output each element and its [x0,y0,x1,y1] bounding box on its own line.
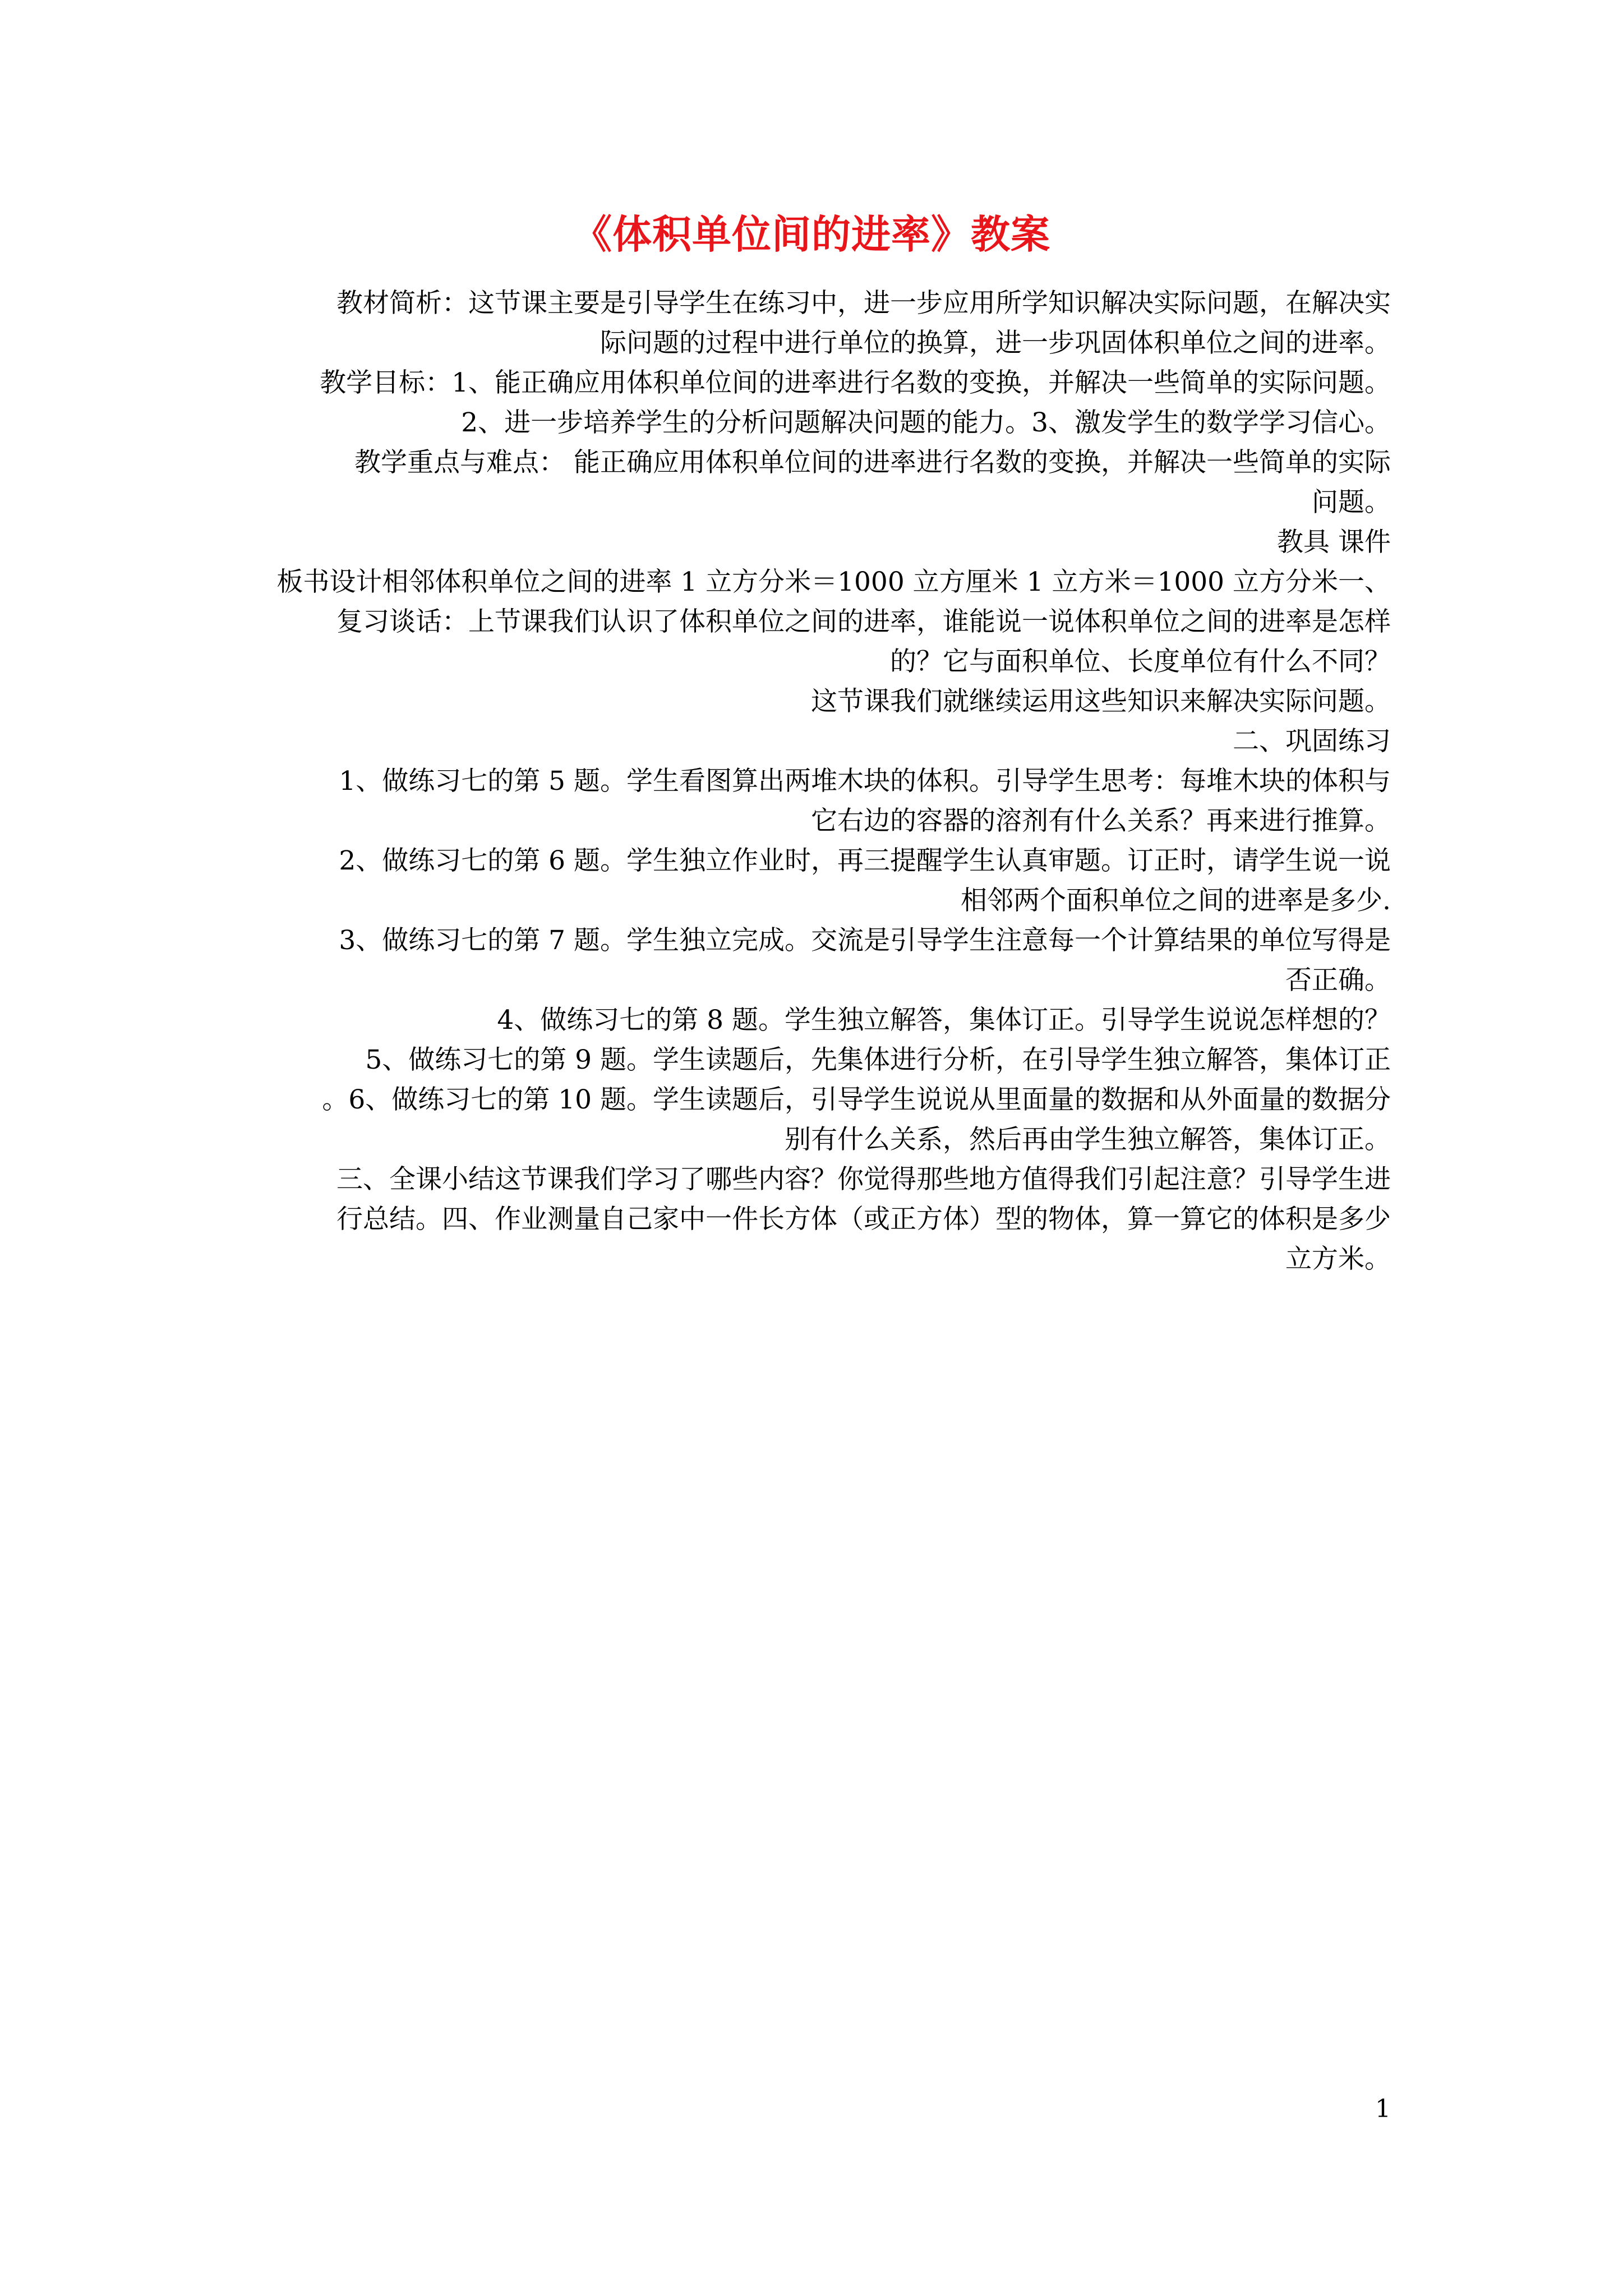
text-line: 三、全课小结这节课我们学习了哪些内容？你觉得那些地方值得我们引起注意？引导学生进 [336,1164,1391,1195]
text-line: 2、进一步培养学生的分析问题解决问题的能力。3、激发学生的数学学习信心。 [461,407,1391,438]
text-line: 否正确。 [1285,965,1391,996]
text-line: 别有什么关系，然后再由学生独立解答，集体订正。 [785,1124,1391,1155]
text-line: 它右边的容器的溶剂有什么关系？再来进行推算。 [811,806,1391,836]
page-number: 1 [1375,2095,1391,2123]
text-line: 3、做练习七的第 7 题。学生独立完成。交流是引导学生注意每一个计算结果的单位写得是 [339,925,1391,956]
text-line: 板书设计相邻体积单位之间的进率 1 立方分米＝1000 立方厘米 1 立方米＝1000 立方分米一、 [276,567,1391,597]
text-line: 4、做练习七的第 8 题。学生独立解答，集体订正。引导学生说说怎样想的？ [497,1005,1391,1036]
text-line: 教具 课件 [1277,527,1391,558]
text-line: 际问题的过程中进行单位的换算，进一步巩固体积单位之间的进率。 [600,328,1391,358]
text-line: 这节课我们就继续运用这些知识来解决实际问题。 [811,686,1391,717]
text-line: 教学目标：1、能正确应用体积单位间的进率进行名数的变换，并解决一些简单的实际问题。 [320,367,1391,398]
text-line: 问题。 [1312,487,1391,518]
text-line: 。6、做练习七的第 10 题。学生读题后，引导学生说说从里面量的数据和从外面量的数据分 [322,1084,1391,1115]
text-line: 1、做练习七的第 5 题。学生看图算出两堆木块的体积。引导学生思考：每堆木块的体积与 [339,766,1391,797]
text-line: 的？它与面积单位、长度单位有什么不同？ [890,646,1391,677]
text-line: 行总结。四、作业测量自己家中一件长方体（或正方体）型的物体，算一算它的体积是多少 [336,1204,1391,1235]
text-line: 二、巩固练习 [1233,726,1391,757]
text-line: 2、做练习七的第 6 题。学生独立作业时，再三提醒学生认真审题。订正时，请学生说一说 [339,845,1391,876]
text-line: 教学重点与难点： 能正确应用体积单位间的进率进行名数的变换，并解决一些简单的实际 [354,447,1391,478]
text-line: 立方米。 [1285,1244,1391,1274]
document-body [236,283,1391,1279]
text-line: 5、做练习七的第 9 题。学生读题后，先集体进行分析，在引导学生独立解答，集体订正 [365,1045,1391,1075]
text-line: 复习谈话：上节课我们认识了体积单位之间的进率，谁能说一说体积单位之间的进率是怎样 [336,606,1391,637]
document-title: 《体积单位间的进率》教案 [573,211,1050,257]
text-line: 教材简析：这节课主要是引导学生在练习中，进一步应用所学知识解决实际问题，在解决实 [336,288,1391,319]
text-line: 相邻两个面积单位之间的进率是多少. [961,885,1391,916]
